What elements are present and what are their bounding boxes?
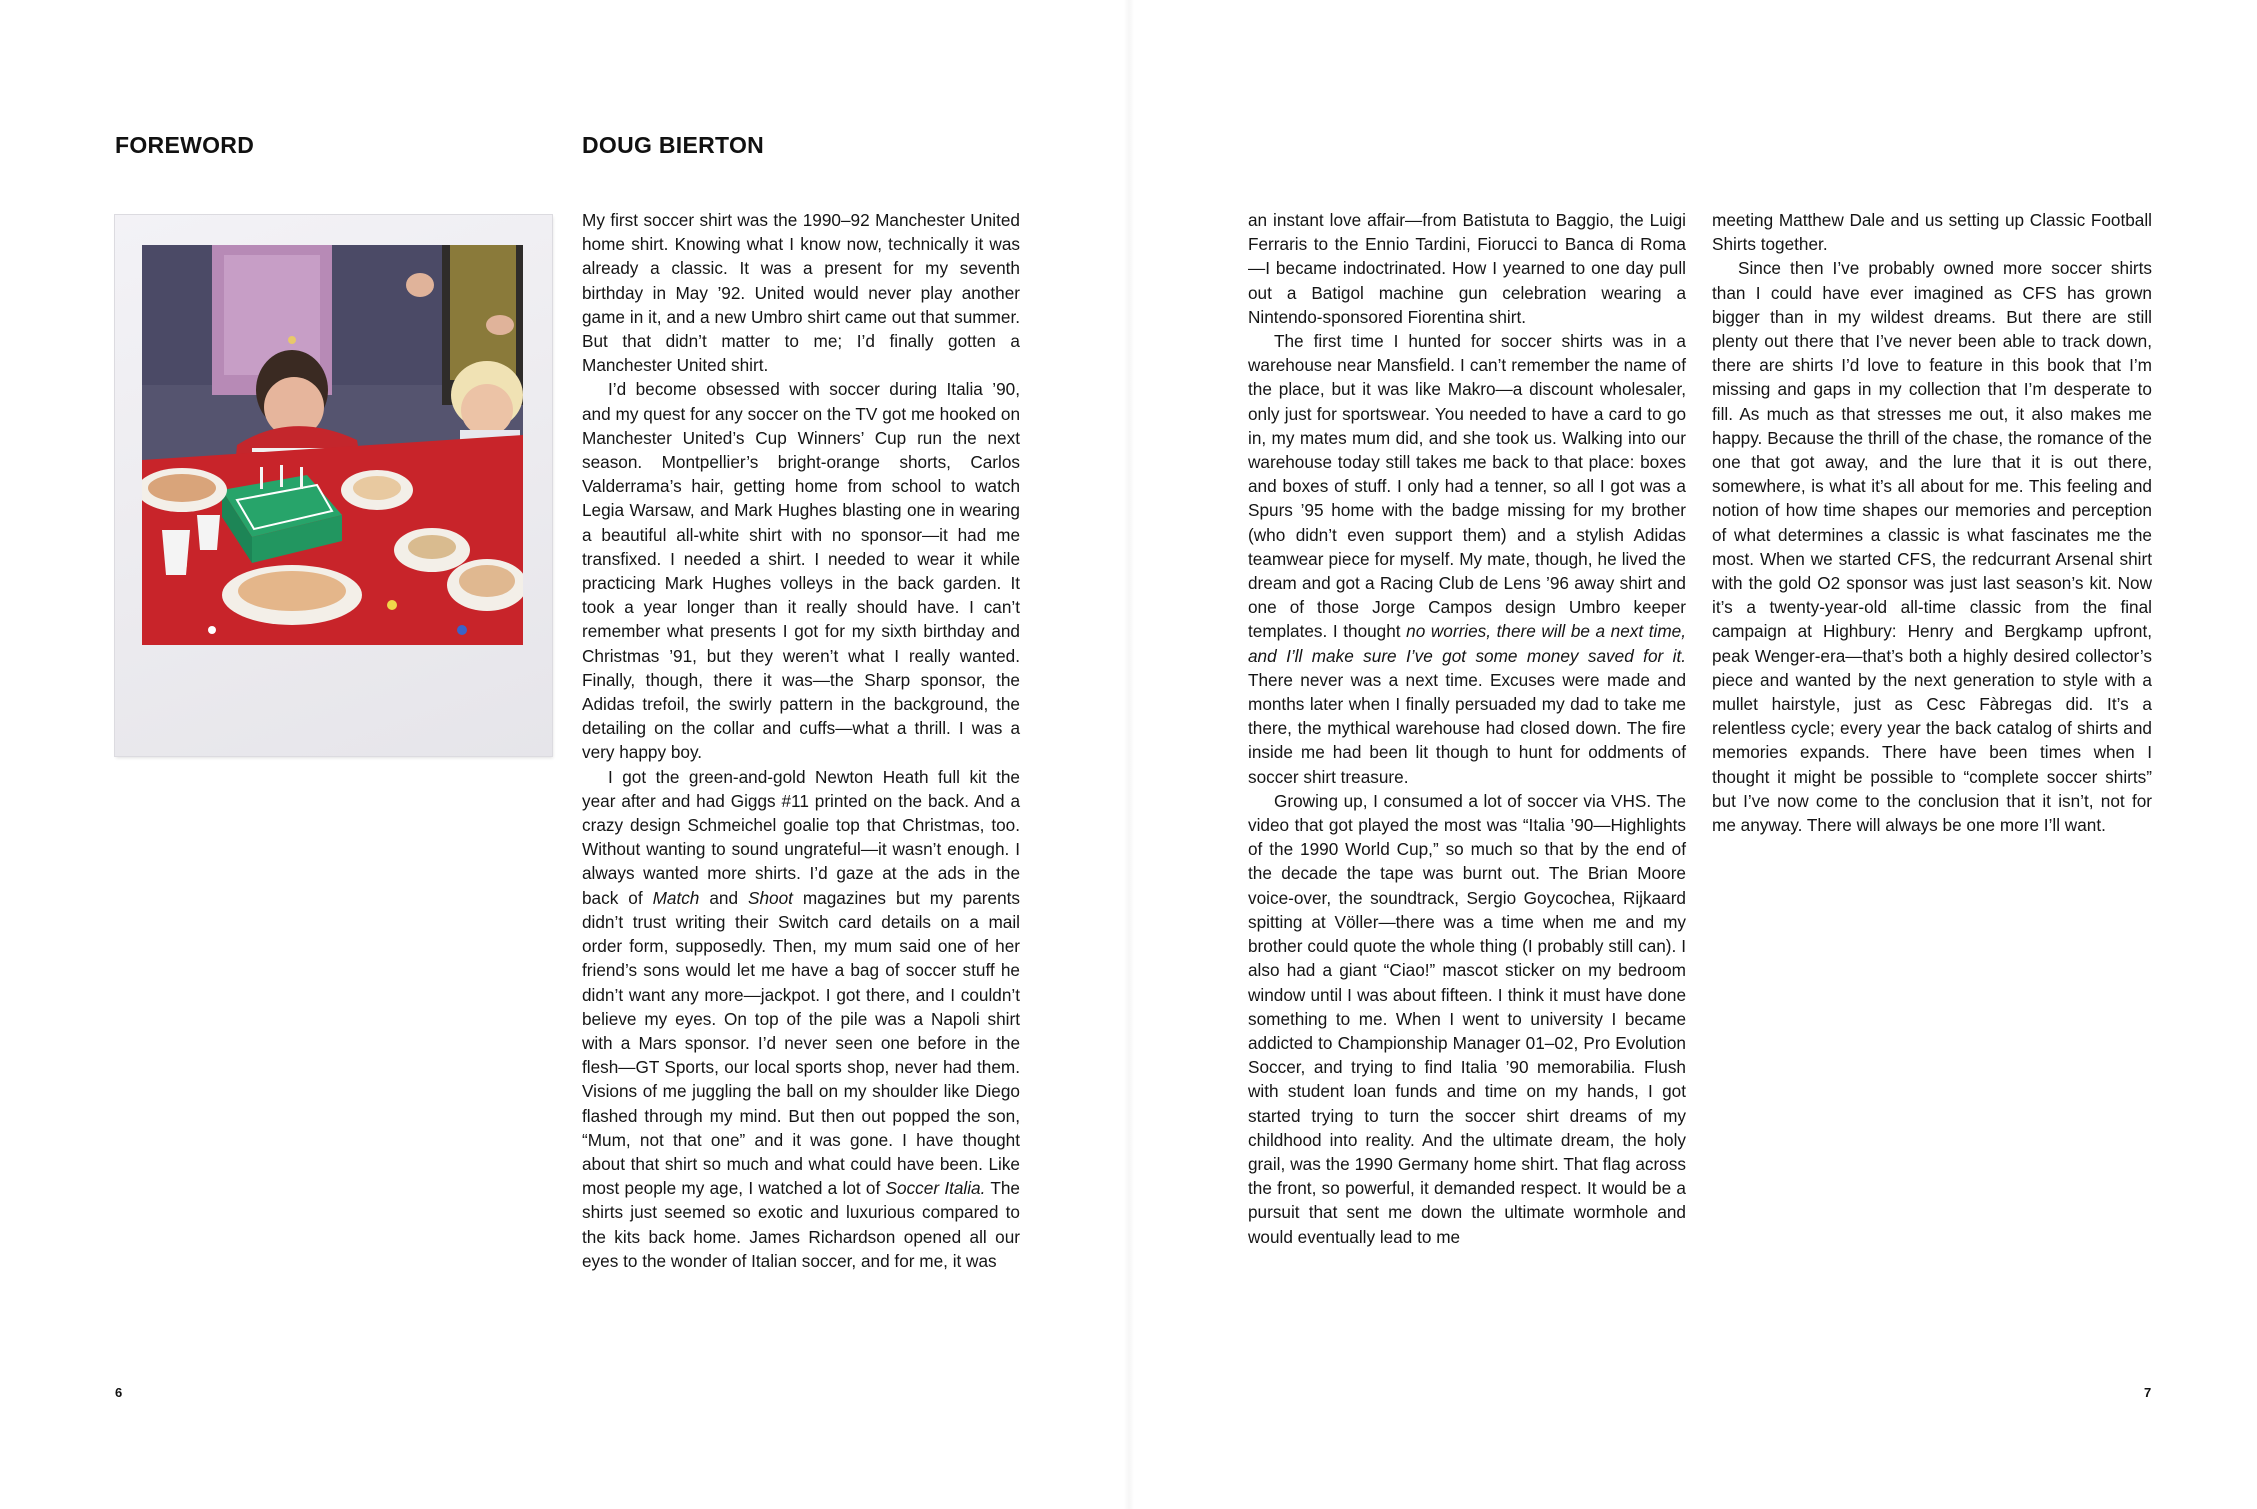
birthday-photo [142, 245, 523, 645]
page-number-left: 6 [115, 1385, 123, 1400]
italic-text: Soccer Italia. [885, 1178, 986, 1199]
section-title: FOREWORD [115, 132, 255, 158]
text-run: I got the green-and-gold Newton Heath full kit the year after and had Giggs #11 printed on the back. And a crazy design Schmeichel goalie top that Christmas, too. Without wanting to sound ungrateful—it wasn’t enough. I always wanted more shirts. I’d gaze at the ads in the back of [582, 766, 1020, 908]
paragraph [1712, 256, 2152, 837]
text-run: The shirts just seemed so exotic and luxurious compared to the kits back home. James Richardson opened all our eyes to the wonder of Italian soccer, and for me, it was [582, 1178, 1020, 1271]
paragraph [1248, 789, 1686, 1249]
author-name: DOUG BIERTON [582, 132, 765, 158]
text-run: and [699, 887, 748, 908]
text-run: Since then I’ve probably owned more soccer shirts than I could have ever imagined as CFS has grown bigger than in my wildest dreams. But there are still plenty out there that I’ve never been able to track down, there are shirts I’d love to feature in this book that I’m missing and gaps in my collection that I’m desperate to fill. As much as that stresses me out, it also makes me happy. Because the thrill of the chase, the romance of the one that got away, and the lure that it is out there, somewhere, is what it’s all about for me. This feeling and notion of how time shapes our memories and perception of what determines a classic is what fascinates me the most. When we started CFS, the redcurrant Arsenal shirt with the gold O2 sponsor was just last season’s kit. Now it’s a twenty-year-old all-time classic from the final campaign at Highbury: Henry and Bergkamp upfront, peak Wenger-era—that’s both a highly desired collector’s piece and wanted by the next generation to style with a mullet hairstyle, just as Cesc Fàbregas did. It’s a relentless cycle; every year the back catalog of shirts and memories expands. There have been times when I thought it might be possible to “complete soccer shirts” but I’ve now come to the conclusion that it isn’t, not for me anyway. There will always be one more I’ll want. [1712, 258, 2152, 836]
page-gutter [1124, 0, 1134, 1509]
paragraph [1248, 208, 1686, 329]
text-run: My first soccer shirt was the 1990–92 Manchester United home shirt. Knowing what I know now, technically it was already a classic. It was a present for my seventh birthday in May ’92. United would never play another game in it, and a new Umbro shirt came out that summer. But that didn’t matter to me; I’d finally gotten a Manchester United shirt. [582, 210, 1020, 376]
text-column-1 [582, 208, 1020, 1273]
text-column-2 [1248, 208, 1686, 1249]
text-run: I’d become obsessed with soccer during Italia ’90, and my quest for any soccer on the TV got me hooked on Manchester United’s Cup Winners’ Cup run the next season. Montpellier’s bright-orange shorts, Carlos Valderrama’s hair, getting home from school to watch Legia Warsaw, and Mark Hughes blasting one in wearing a beautiful all-white shirt with no sponsor—it had me transfixed. I needed a shirt. I needed to wear it while practicing Mark Hughes volleys in the back garden. It took a year longer than it really should have. I can’t remember what presents I got for my sixth birthday and Christmas ’91, but they weren’t what I really wanted. Finally, though, there it was—the Sharp sponsor, the Adidas trefoil, the swirly pattern in the background, the detailing on the collar and cuffs—what a thrill. I was a very happy boy. [582, 379, 1020, 763]
paragraph [582, 377, 1020, 764]
paragraph [1712, 208, 2152, 256]
paragraph [582, 208, 1020, 377]
text-column-3 [1712, 208, 2152, 837]
paragraph [1248, 329, 1686, 789]
paragraph [582, 765, 1020, 1273]
italic-text: Match [652, 887, 700, 908]
text-run: magazines but my parents didn’t trust writing their Switch card details on a mail order form, supposedly. Then, my mum said one of her friend’s sons would let me have a bag of soccer stuff he didn’t want any more—jackpot. I got there, and I couldn’t believe my eyes. On top of the pile was a Napoli shirt with a Mars sponsor. I’d never seen one before in the flesh—GT Sports, our local sports shop, never had them. Visions of me juggling the ball on my shoulder like Diego flashed through my mind. But then out popped the son, “Mum, not that one” and it was gone. I have thought about that shirt so much and what could have been. Like most people my age, I watched a lot of [582, 887, 1020, 1199]
text-run: an instant love affair—from Batistuta to Baggio, the Luigi Ferraris to the Ennio Tardini, Fiorucci to Banca di Roma—I became indoctrinated. How I yearned to one day pull out a Batigol machine gun celebration wearing a Nintendo-sponsored Fiorentina shirt. [1248, 210, 1686, 327]
text-run: meeting Matthew Dale and us setting up Classic Football Shirts together. [1712, 210, 2152, 255]
text-run: The first time I hunted for soccer shirts was in a warehouse near Mansfield. I can’t remember the name of the place, but it was like Makro—a discount wholesaler, only just for sportswear. You needed to have a card to go in, my mates mum did, and she took us. Walking into our warehouse today still takes me back to that place: boxes and boxes of stuff. I only had a tenner, so all I got was a Spurs ’95 home with the badge missing for my brother (who didn’t even support them) and a stylish Adidas teamwear piece for myself. My mate, though, he lived the dream and got a Racing Club de Lens ’96 away shirt and one of those Jorge Campos design Umbro keeper templates. I thought [1248, 331, 1686, 642]
italic-text: no worries, there will be a next time, and I’ll make sure I’ve got some money saved for it. [1248, 621, 1686, 666]
page-number-right: 7 [2144, 1385, 2152, 1400]
birthday-scene-illustration [142, 245, 523, 645]
text-run: There never was a next time. Excuses were made and months later when I finally persuaded my dad to take me there, the mythical warehouse had closed down. The fire inside me had been lit though to hunt for oddments of soccer shirt treasure. [1248, 669, 1686, 787]
italic-text: Shoot [747, 887, 793, 908]
polaroid-photo [115, 215, 552, 756]
text-run: Growing up, I consumed a lot of soccer via VHS. The video that got played the most was “Italia ’90—Highlights of the 1990 World Cup,” so much so that by the end of the decade the tape was burnt out. The Brian Moore voice-over, the soundtrack, Sergio Goycochea, Rijkaard spitting at Völler—there was a time when me and my brother could quote the whole thing (I probably still can). I also had a giant “Ciao!” mascot sticker on my bedroom window until I was about fifteen. I think it must have done something to me. When I went to university I became addicted to Championship Manager 01–02, Pro Evolution Soccer, and trying to find Italia ’90 memorabilia. Flush with student loan funds and time on my hands, I got started trying to turn the soccer shirt dreams of my childhood into reality. And the ultimate dream, the holy grail, was the 1990 Germany home shirt. That flag across the front, so powerful, it demanded respect. It would be a pursuit that sent me down the ultimate wormhole and would eventually lead to me [1248, 790, 1686, 1247]
